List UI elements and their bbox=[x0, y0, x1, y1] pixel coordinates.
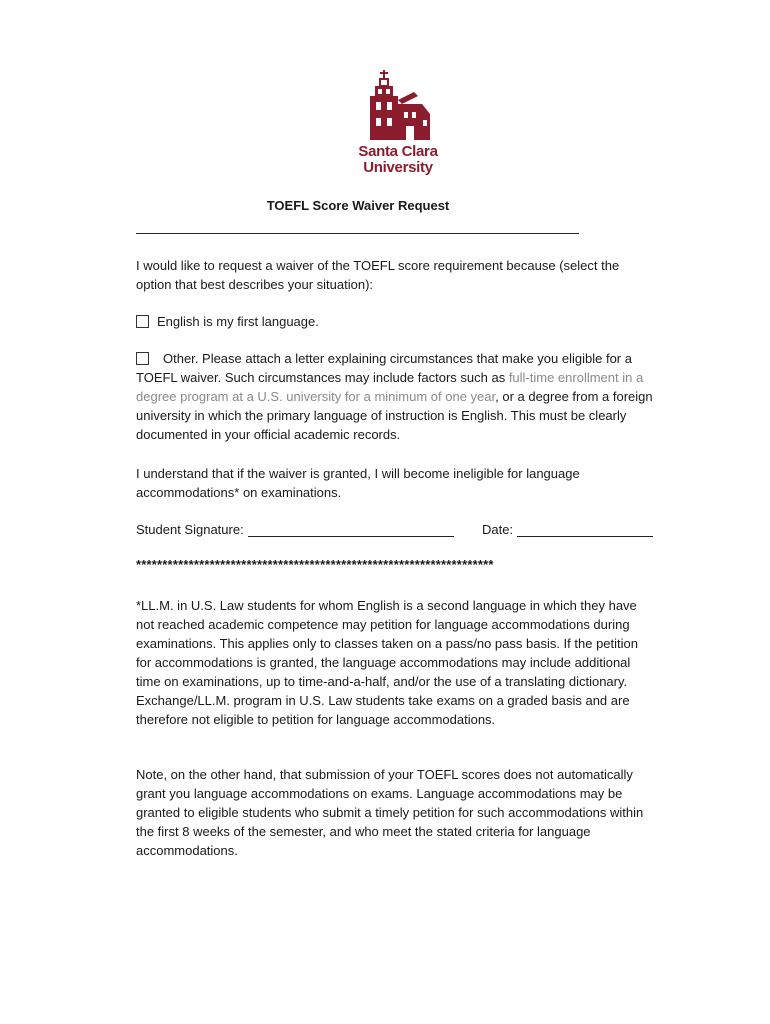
separator-stars: ******************************************************************** bbox=[136, 557, 494, 572]
date-group bbox=[482, 520, 653, 539]
signature-label: Student Signature: bbox=[136, 522, 244, 537]
checkbox-other[interactable] bbox=[136, 352, 149, 365]
form-title: TOEFL Score Waiver Request bbox=[266, 198, 450, 213]
footnote-text: *LL.M. in U.S. Law students for whom English is a second language in which they have not reached academic competence may petition for language accommodations during examinations. This applies only to classes taken on a pass/no pass basis. If the petition for accommodations is granted, the language accommodations may include additional time on examinations, up to time-and-a-half, and/or the use of a translating dictionary. Exchange/LL.M. program in U.S. Law students take exams on a graded basis and are therefore not eligible to petition for language accommodations. bbox=[136, 598, 638, 727]
option-other[interactable] bbox=[136, 349, 656, 444]
option-other-label-a: Other. Please attach a letter explaining circumstances that make you eligible for a TOEFL waiver. Such circumstances may include factors such as bbox=[136, 351, 632, 385]
signature-row bbox=[136, 520, 656, 539]
note-text: Note, on the other hand, that submission of your TOEFL scores does not automatically grant you language accommodations on exams. Language accommodations may be granted to eligible students who submit a timely petition for such accommodations within the first 8 weeks of the semester, and who meet the stated criteria for language accommodations. bbox=[136, 767, 644, 858]
date-field[interactable] bbox=[517, 522, 653, 537]
option-other-label-faded: full-time enrollment in a degree program at a U.S. university for a minimum of one year bbox=[136, 370, 644, 404]
university-logo bbox=[352, 70, 444, 180]
mission-church-icon bbox=[362, 70, 434, 142]
intro-text: I would like to request a waiver of the TOEFL score requirement because (select the option that best describes your situation): bbox=[136, 258, 620, 292]
option-other-label-b: , or a degree from a foreign university in which the primary language of instruction is English. This must be clearly documented in your official academic records. bbox=[136, 389, 653, 442]
university-wordmark bbox=[352, 144, 444, 176]
signature-field[interactable] bbox=[248, 522, 454, 537]
option-first-language[interactable] bbox=[136, 312, 656, 331]
date-label: Date: bbox=[482, 522, 514, 537]
understand-text: I understand that if the waiver is granted, I will become ineligible for language accommodations* on examinations. bbox=[136, 466, 580, 500]
university-name-line1: Santa Clara bbox=[358, 143, 438, 160]
university-name-line2: University bbox=[363, 159, 433, 176]
checkbox-first-language[interactable] bbox=[136, 315, 149, 328]
title-rule bbox=[136, 233, 579, 234]
option-first-language-label: English is my first language. bbox=[157, 314, 319, 329]
